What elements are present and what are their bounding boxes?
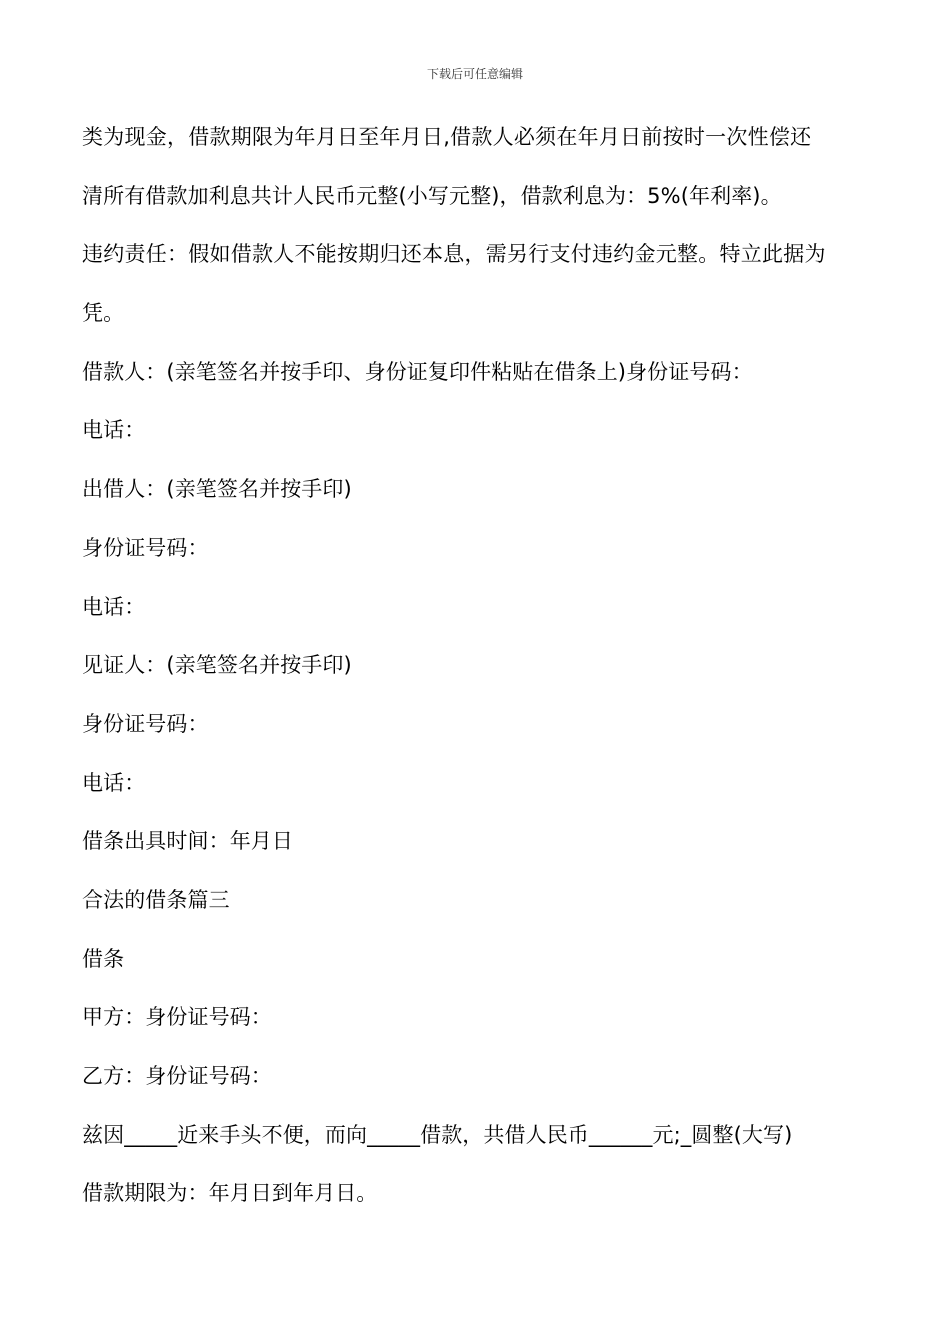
text-line-witness-phone: 电话： (82, 770, 146, 795)
document-title: 借条 (82, 946, 125, 971)
text-line-witness: 见证人：(亲笔签名并按手印) (82, 653, 352, 678)
text-line-party-b: 乙方：身份证号码： (82, 1064, 272, 1088)
text-line-party-a: 甲方：身份证号码： (82, 1005, 272, 1030)
text-line-lender-phone: 电话： (82, 594, 146, 619)
text-line-loan-reason: 兹因_____近来手头不便，而向_____借款，共借人民币______元;_圆整(大写) (82, 1122, 793, 1147)
section-heading: 合法的借条篇三 (82, 887, 230, 912)
page-header-note: 下载后可任意编辑 (426, 67, 523, 81)
text-line-repayment-total: 清所有借款加利息共计人民币元整(小写元整)，借款利息为：5%(年利率)。 (82, 183, 782, 208)
text-line-proof: 凭。 (82, 301, 125, 326)
text-line-issue-date: 借条出具时间：年月日 (82, 829, 293, 854)
text-line-loan-period: 借款期限为：年月日到年月日。 (82, 1181, 378, 1206)
text-line-loan-term: 类为现金，借款期限为年月日至年月日,借款人必须在年月日前按时一次性偿还 (82, 125, 812, 149)
text-line-lender: 出借人：(亲笔签名并按手印) (82, 477, 352, 502)
text-line-borrower: 借款人：(亲笔签名并按手印、身份证复印件粘贴在借条上)身份证号码： (82, 359, 753, 384)
text-line-witness-id: 身份证号码： (82, 711, 209, 736)
document-body (82, 108, 882, 1223)
text-line-lender-id: 身份证号码： (82, 535, 209, 560)
text-line-borrower-phone: 电话： (82, 418, 146, 443)
text-line-breach-liability: 违约责任：假如借款人不能按期归还本息，需另行支付违约金元整。特立此据为 (82, 242, 826, 267)
